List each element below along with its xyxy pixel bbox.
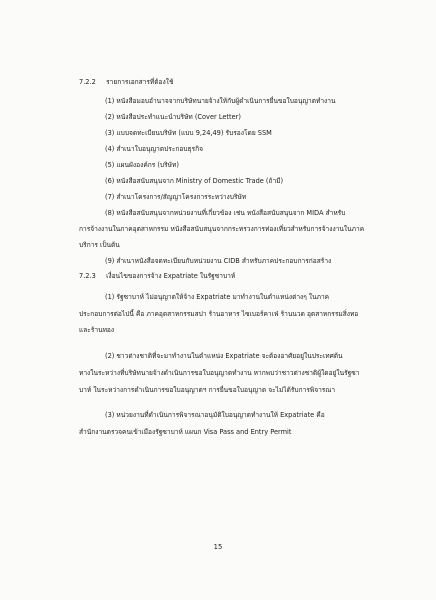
paragraph-line: และร้านทอง [79,326,115,334]
list-item-continuation: บริการ เป็นต้น [79,241,120,249]
list-item: (1) หนังสือมอบอำนาจจากบริษัทนายจ้างให้กับผู้ดำเนินการยื่นขอใบอนุญาตทำงาน [105,97,336,105]
list-item: (8) หนังสือสนับสนุนจากหน่วยงานที่เกี่ยวข้อง เช่น หนังสือสนับสนุนจาก MIDA สำหรับ [105,209,346,217]
list-item: (5) แผนผังองค์กร (บริษัท) [105,161,179,169]
section-number: 7.2.3 [79,272,96,280]
list-item: (7) สำเนาโครงการ/สัญญาโครงการระหว่างบริษัท [105,193,247,201]
section-title: เงื่อนไขของการจ้าง Expatriate ในรัฐซาบาห์ [106,272,236,280]
page-number: 15 [213,543,223,551]
list-item-continuation: การจ้างงานในภาคอุตสาหกรรม หนังสือสนับสนุนจากกระทรวงการท่องเที่ยวสำหรับการจ้างงานในภาค [79,225,365,233]
paragraph-line: ประกอบการต่อไปนี้ คือ ภาคอุตสาหกรรมสปา ร้านอาหาร ไซเบอร์คาเฟ่ ร้านนวด อุตสาหกรรมสิ่งทอ [79,310,359,318]
list-item: (6) หนังสือสนับสนุนจาก Ministry of Domestic Trade (ถ้ามี) [105,177,284,185]
paragraph-line: (2) ชาวต่างชาติที่จะมาทำงานในตำแหน่ง Expatriate จะต้องอาศัยอยู่ในประเทศต้น [105,352,343,360]
section-title: รายการเอกสารที่ต้องใช้ [106,78,174,86]
paragraph-line: บาห์ ในระหว่างการดำเนินการขอใบอนุญาตฯ การยื่นขอใบอนุญาต จะไม่ได้รับการพิจารณา [79,386,336,394]
list-item: (2) หนังสือประทำแนะนำบริษัท (Cover Letter) [105,113,241,121]
paragraph-line: (3) หน่วยงานที่ดำเนินการพิจารณาอนุมัติใบอนุญาตทำงานให้ Expatriate คือ [105,411,325,419]
section-heading-7-2-2 [79,77,173,88]
paragraph-line: ทางในระหว่างที่บริษัทนายจ้างดำเนินการขอใบอนุญาตทำงาน หากพบว่าชาวต่างชาติผู้ใดอยู่ในรัฐซา [79,369,360,377]
paragraph-line: สำนักงานตรวจคนเข้าเมืองรัฐซาบาห์ แผนก Visa Pass and Entry Permit [79,428,292,436]
section-heading-7-2-3 [79,271,235,282]
list-item: (4) สำเนาใบอนุญาตประกอบธุรกิจ [105,145,203,153]
section-number: 7.2.2 [79,78,96,86]
list-item: (3) แบบจดทะเบียนบริษัท (แบบ 9,24,49) รับรองโดย SSM [105,129,272,137]
list-item: (9) สำเนาหนังสือจดทะเบียนกับหน่วยงาน CIDB สำหรับภาคประกอบการก่อสร้าง [105,257,332,265]
paragraph-line: (1) รัฐซาบาห์ ไม่อนุญาตให้จ้าง Expatriate มาทำงานในตำแหน่งต่างๆ ในภาค [105,293,330,301]
